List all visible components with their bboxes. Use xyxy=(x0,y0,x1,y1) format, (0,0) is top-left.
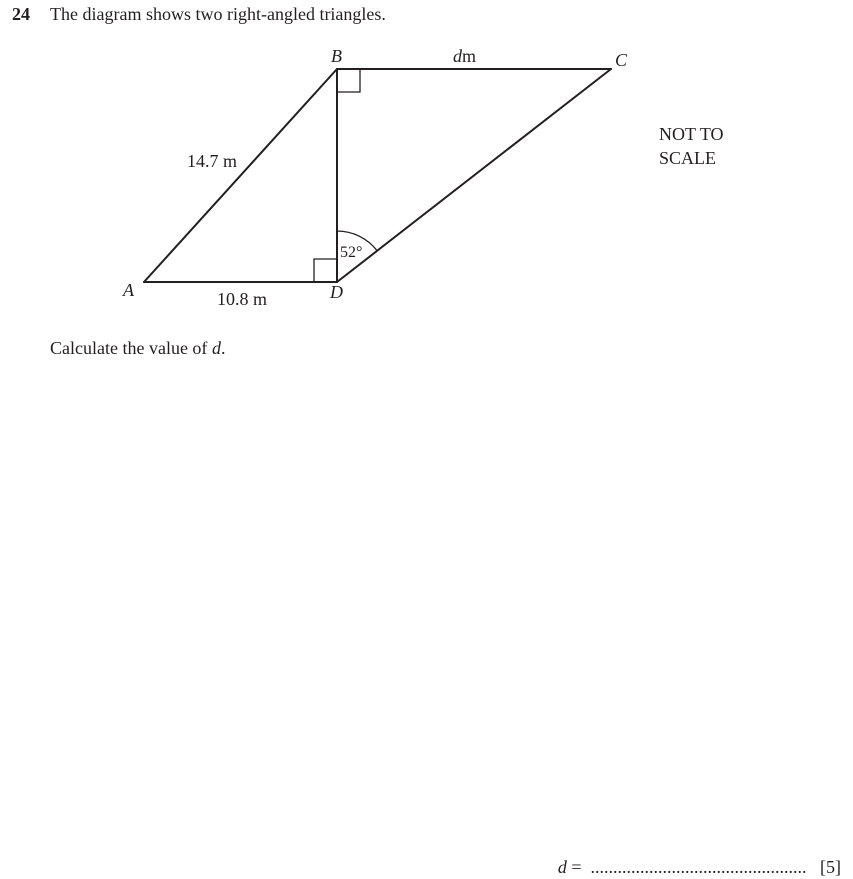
question-number: 24 xyxy=(12,4,30,24)
instruction-suffix: . xyxy=(220,338,226,358)
right-angle-marker-d xyxy=(314,259,337,282)
length-bc-label xyxy=(453,46,476,66)
scale-note-line2: SCALE xyxy=(659,148,717,168)
angle-52-label: 52° xyxy=(340,244,363,261)
scale-note-line1: NOT TO xyxy=(659,124,724,144)
vertex-b-label: B xyxy=(331,46,342,66)
question-stem: The diagram shows two right-angled triangles. xyxy=(50,4,386,24)
vertex-c-label: C xyxy=(615,50,628,70)
vertex-a-label: A xyxy=(123,280,134,300)
triangles-diagram xyxy=(0,0,853,330)
length-bc-variable: d xyxy=(453,46,462,66)
instruction-prefix: Calculate the value of xyxy=(50,338,212,358)
side-ab xyxy=(144,69,337,282)
diagram-lines xyxy=(144,69,611,282)
not-to-scale-note xyxy=(659,122,724,170)
answer-equals: = xyxy=(566,857,586,877)
length-ad-label: 10.8 m xyxy=(217,289,268,309)
answer-space[interactable]: ................................................ xyxy=(590,857,807,877)
length-bc-unit: m xyxy=(462,46,477,66)
side-dc xyxy=(337,69,611,282)
length-ab-label: 14.7 m xyxy=(187,151,238,171)
right-angle-marker-b xyxy=(337,69,360,92)
instruction-text xyxy=(50,338,225,359)
vertex-d-label: D xyxy=(330,282,343,302)
marks-label: [5] xyxy=(820,857,841,877)
instruction-variable: d xyxy=(211,338,221,358)
answer-variable: d xyxy=(557,857,567,877)
answer-line xyxy=(558,857,841,878)
